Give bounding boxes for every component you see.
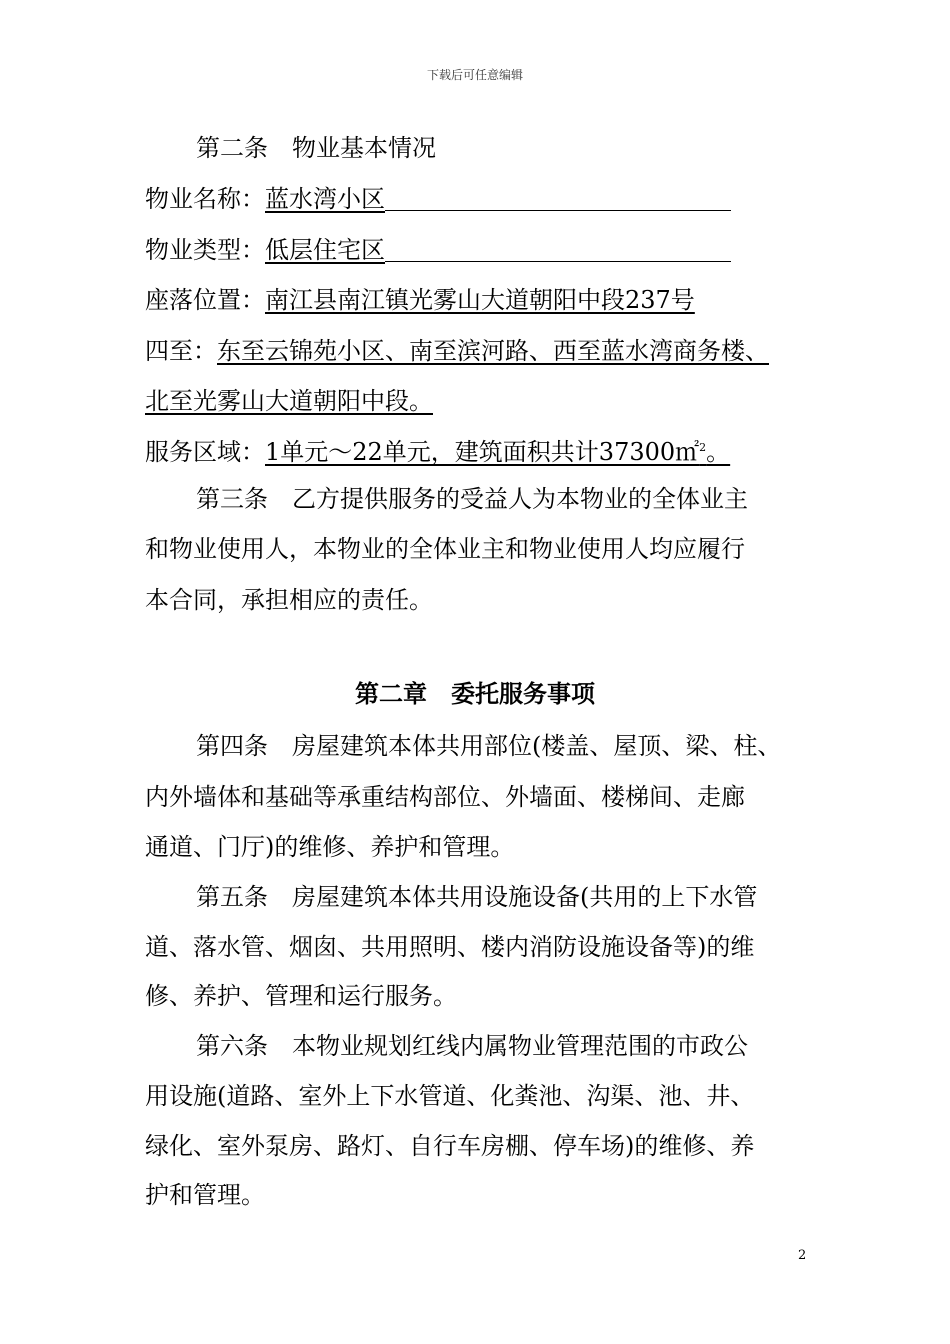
- property-name-value: 蓝水湾小区: [265, 185, 385, 213]
- article-5-line-3: 修、养护、管理和运行服务。: [145, 982, 457, 1010]
- article-5-line-2: 道、落水管、烟囱、共用照明、楼内消防设施设备等)的维: [145, 933, 755, 961]
- boundary-value-1: 东至云锦苑小区、南至滨河路、西至蓝水湾商务楼、: [217, 337, 769, 365]
- underline-blank: [385, 209, 731, 211]
- page-header: 下载后可任意编辑: [426, 68, 523, 82]
- article-6-line-2: 用设施(道路、室外上下水管道、化粪池、沟渠、池、井、: [145, 1082, 755, 1110]
- location-row: [145, 284, 695, 316]
- location-label: 座落位置：: [145, 286, 265, 314]
- service-area-text: 1单元～22单元，建筑面积共计37300㎡: [265, 438, 700, 466]
- underline-blank: [385, 260, 731, 262]
- article-3-line-2: 和物业使用人，本物业的全体业主和物业使用人均应履行: [145, 535, 745, 563]
- article-6-line-4: 护和管理。: [145, 1181, 265, 1209]
- location-value: 南江县南江镇光雾山大道朝阳中段237号: [265, 286, 695, 314]
- article-3-line-1: 第三条 乙方提供服务的受益人为本物业的全体业主: [196, 485, 748, 513]
- property-type-row: [145, 234, 731, 266]
- service-area-value: [265, 438, 730, 466]
- article-5-line-1: 第五条 房屋建筑本体共用设施设备(共用的上下水管: [196, 883, 758, 911]
- boundary-value-2: 北至光雾山大道朝阳中段。: [145, 387, 433, 415]
- article-4-line-1: 第四条 房屋建筑本体共用部位(楼盖、屋顶、梁、柱、: [196, 732, 782, 760]
- service-area-end: 。: [706, 438, 731, 466]
- article-4-line-2: 内外墙体和基础等承重结构部位、外墙面、楼梯间、走廊: [145, 783, 745, 811]
- property-type-value: 低层住宅区: [265, 236, 385, 264]
- area-superscript: 2: [699, 441, 707, 454]
- property-name-row: [145, 183, 731, 215]
- service-area-label: 服务区域：: [145, 438, 265, 466]
- article-6-line-3: 绿化、室外泵房、路灯、自行车房棚、停车场)的维修、养: [145, 1132, 755, 1160]
- boundary-label: 四至：: [145, 337, 217, 365]
- property-name-label: 物业名称：: [145, 185, 265, 213]
- service-area-row: [145, 432, 730, 468]
- article-6-line-1: 第六条 本物业规划红线内属物业管理范围的市政公: [196, 1032, 748, 1060]
- chapter-2-title: 第二章 委托服务事项: [355, 679, 595, 708]
- property-type-label: 物业类型：: [145, 236, 265, 264]
- article-2-title: 第二条 物业基本情况: [196, 134, 436, 162]
- page-number: 2: [798, 1248, 807, 1263]
- boundary-row-1: [145, 335, 769, 367]
- article-3-line-3: 本合同，承担相应的责任。: [145, 586, 433, 614]
- boundary-row-2: [145, 385, 433, 417]
- article-4-line-3: 通道、门厅)的维修、养护和管理。: [145, 833, 515, 861]
